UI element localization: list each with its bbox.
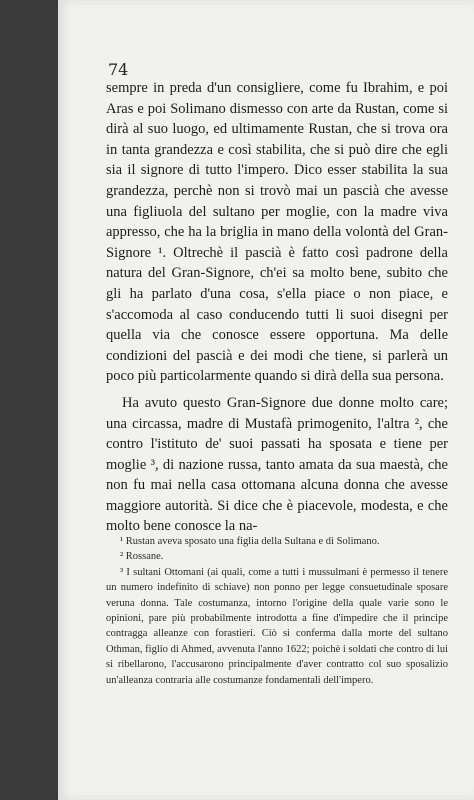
book-page xyxy=(58,0,474,800)
footnote-1: ¹ Rustan aveva sposato una figlia della Sultana e di Solimano. xyxy=(120,536,380,547)
footnote-2: ² Rossane. xyxy=(120,551,164,563)
footnotes xyxy=(106,534,448,688)
paragraph-1: sempre in preda d'un consigliere, come fu Ibrahim, e poi Aras e poi Solimano dismesso con arte da Rustan, come si dirà al suo luogo, ed ultimamente Rustan, che si trova ora in tanta grandezza e così stabilita, che si può dire che egli sia il signore di tutto l'impero. Dico esser stabilita la sua grandezza, perchè non si trovò mai un pascià che avesse una figliuola del sultano per moglie, con la madre viva appresso, che ha la briglia in mano della volontà del Gran-Signore ¹. Oltrechè il pascià è fatto così padrone della natura del Gran-Signore, ch'ei sa molto bene, subito che gli ha parlato d'una cosa, s'ella piace o non piace, e s'accomoda al caso conducendo tutti li suoi disegni per quella via che conosce essere opportuna. Ma delle condizioni del pascià e dei modi che tiene, si parlerà un poco più particolarmente quando si dirà della sua persona. xyxy=(106,80,448,385)
page-number: 74 xyxy=(108,60,129,79)
main-text xyxy=(106,78,448,537)
paragraph-2: Ha avuto questo Gran-Signore due donne molto care; una circassa, madre di Mustafà primogenito, l'altra ², che contro l'istituto de' suoi passati ha sposata e tiene per moglie ³, di nazione russa, tanto amata da sua maestà, che non fu mai nella casa ottomana alcuna donna che avesse maggiore autorità. Si dice che è piacevole, modesta, e che molto bene conosce la na- xyxy=(106,394,448,535)
footnote-3: ³ I sultani Ottomani (ai quali, come a tutti i mussulmani è permesso il tenere un numero indefinito di schiave) non ponno per legge consuetudinale sposare veruna donna. Tale costumanza, intorno l'origine della quale varie sono le opinioni, pare più probabilmente introdotta a fine d'impedire che il principe contragga alleanze con forastieri. Ciò si conferma dalla morte del sultano Othman, figlio di Ahmed, avvenuta l'anno 1622; poichè i soldati che contro di lui si ribellarono, l'accusarono principalmente d'aver contratto col suo sposalizio un'alleanza contraria alle costumanze fondamentali dell'impero. xyxy=(106,566,448,686)
